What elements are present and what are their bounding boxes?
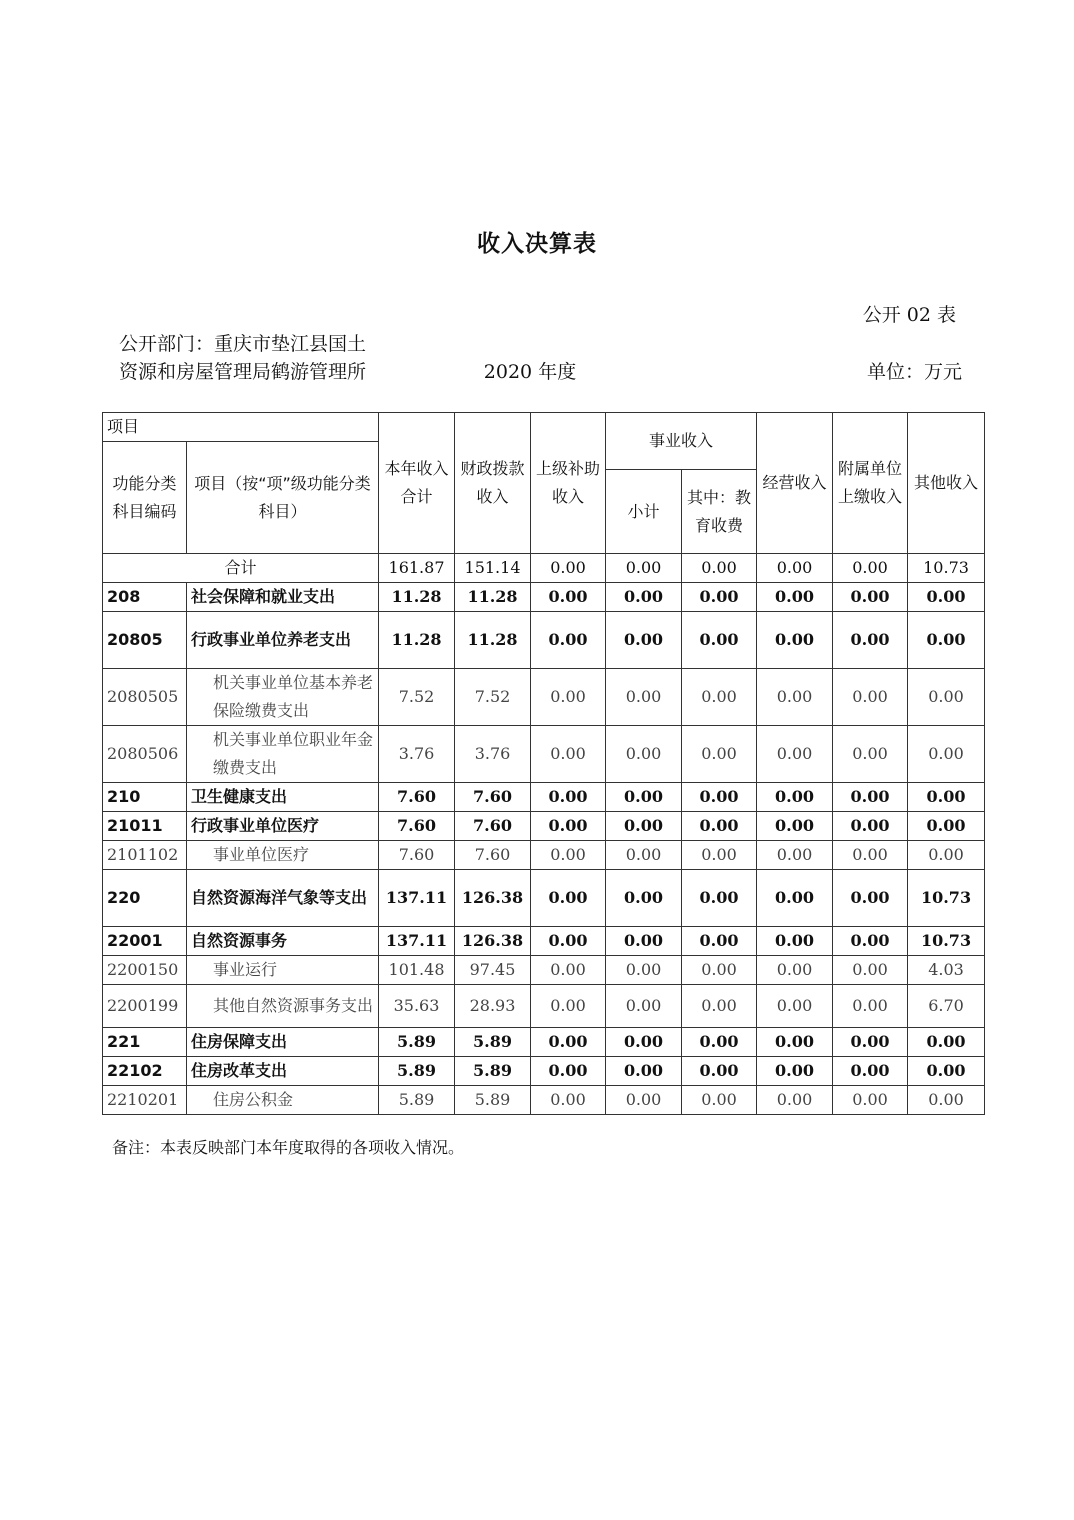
row-value: 0.00 bbox=[606, 1086, 682, 1115]
row-value: 0.00 bbox=[531, 726, 606, 783]
row-value: 0.00 bbox=[531, 870, 606, 927]
row-value: 7.60 bbox=[455, 841, 531, 870]
row-code: 22001 bbox=[103, 927, 187, 956]
row-name: 住房保障支出 bbox=[187, 1028, 379, 1057]
row-code: 2080506 bbox=[103, 726, 187, 783]
row-value: 0.00 bbox=[606, 669, 682, 726]
row-value: 4.03 bbox=[908, 956, 985, 985]
total-row bbox=[103, 554, 985, 583]
row-value: 0.00 bbox=[606, 783, 682, 812]
row-value: 0.00 bbox=[531, 956, 606, 985]
row-value: 7.52 bbox=[455, 669, 531, 726]
row-value: 0.00 bbox=[531, 927, 606, 956]
header-business: 事业收入 bbox=[606, 413, 757, 470]
row-value: 0.00 bbox=[908, 1086, 985, 1115]
row-code: 21011 bbox=[103, 812, 187, 841]
row-value: 0.00 bbox=[531, 1028, 606, 1057]
row-name: 住房改革支出 bbox=[187, 1057, 379, 1086]
row-value: 7.52 bbox=[379, 669, 455, 726]
row-name: 自然资源海洋气象等支出 bbox=[187, 870, 379, 927]
row-code: 22102 bbox=[103, 1057, 187, 1086]
total-label: 合计 bbox=[103, 554, 379, 583]
header-item: 项目 bbox=[103, 413, 379, 442]
row-value: 0.00 bbox=[682, 870, 757, 927]
row-code: 220 bbox=[103, 870, 187, 927]
row-code: 2200199 bbox=[103, 985, 187, 1028]
table-row bbox=[103, 870, 985, 927]
row-value: 0.00 bbox=[682, 956, 757, 985]
row-value: 97.45 bbox=[455, 956, 531, 985]
form-number: 公开 02 表 bbox=[862, 304, 956, 326]
row-value: 0.00 bbox=[682, 841, 757, 870]
row-value: 0.00 bbox=[682, 726, 757, 783]
row-value: 0.00 bbox=[606, 1057, 682, 1086]
row-code: 2101102 bbox=[103, 841, 187, 870]
row-value: 0.00 bbox=[833, 870, 908, 927]
row-value: 0.00 bbox=[908, 812, 985, 841]
row-value: 0.00 bbox=[606, 870, 682, 927]
row-value: 0.00 bbox=[908, 783, 985, 812]
row-value: 0.00 bbox=[531, 612, 606, 669]
row-name: 卫生健康支出 bbox=[187, 783, 379, 812]
row-value: 0.00 bbox=[757, 956, 833, 985]
header-operating: 经营收入 bbox=[757, 413, 833, 554]
row-value: 0.00 bbox=[833, 956, 908, 985]
row-name: 住房公积金 bbox=[187, 1086, 379, 1115]
row-value: 0.00 bbox=[531, 783, 606, 812]
table-row bbox=[103, 1086, 985, 1115]
row-value: 0.00 bbox=[682, 812, 757, 841]
row-value: 0.00 bbox=[833, 1057, 908, 1086]
row-value: 0.00 bbox=[757, 1028, 833, 1057]
row-value: 0.00 bbox=[531, 1057, 606, 1086]
row-name: 自然资源事务 bbox=[187, 927, 379, 956]
header-affiliated: 附属单位上缴收入 bbox=[833, 413, 908, 554]
row-value: 5.89 bbox=[455, 1028, 531, 1057]
row-value: 0.00 bbox=[833, 783, 908, 812]
header-education: 其中：教育收费 bbox=[682, 470, 757, 554]
row-value: 0.00 bbox=[531, 669, 606, 726]
row-value: 0.00 bbox=[908, 726, 985, 783]
header-fiscal: 财政拨款收入 bbox=[455, 413, 531, 554]
header-superior: 上级补助收入 bbox=[531, 413, 606, 554]
row-value: 0.00 bbox=[757, 726, 833, 783]
row-code: 210 bbox=[103, 783, 187, 812]
row-value: 0.00 bbox=[606, 583, 682, 612]
table-row bbox=[103, 669, 985, 726]
row-value: 0.00 bbox=[908, 612, 985, 669]
row-code: 2210201 bbox=[103, 1086, 187, 1115]
row-value: 0.00 bbox=[606, 927, 682, 956]
row-value: 7.60 bbox=[379, 841, 455, 870]
row-value: 0.00 bbox=[757, 612, 833, 669]
row-value: 0.00 bbox=[833, 583, 908, 612]
row-value: 0.00 bbox=[757, 927, 833, 956]
fiscal-year: 2020 年度 bbox=[483, 361, 577, 383]
header-total: 本年收入合计 bbox=[379, 413, 455, 554]
table-note: 备注：本表反映部门本年度取得的各项收入情况。 bbox=[112, 1138, 465, 1157]
total-value: 0.00 bbox=[757, 554, 833, 583]
row-value: 0.00 bbox=[606, 612, 682, 669]
row-value: 5.89 bbox=[379, 1028, 455, 1057]
row-value: 11.28 bbox=[379, 612, 455, 669]
header-code: 功能分类科目编码 bbox=[103, 442, 187, 554]
header-name: 项目（按“项”级功能分类科目） bbox=[187, 442, 379, 554]
row-code: 2200150 bbox=[103, 956, 187, 985]
row-value: 0.00 bbox=[757, 985, 833, 1028]
total-value: 151.14 bbox=[455, 554, 531, 583]
row-value: 0.00 bbox=[757, 783, 833, 812]
row-code: 221 bbox=[103, 1028, 187, 1057]
row-value: 11.28 bbox=[455, 583, 531, 612]
row-value: 0.00 bbox=[531, 1086, 606, 1115]
row-value: 0.00 bbox=[908, 583, 985, 612]
row-value: 0.00 bbox=[682, 612, 757, 669]
table-row bbox=[103, 1057, 985, 1086]
row-value: 7.60 bbox=[379, 783, 455, 812]
row-value: 5.89 bbox=[379, 1057, 455, 1086]
row-value: 0.00 bbox=[908, 841, 985, 870]
row-value: 0.00 bbox=[908, 1057, 985, 1086]
income-table bbox=[102, 412, 985, 1115]
row-value: 0.00 bbox=[606, 841, 682, 870]
row-value: 0.00 bbox=[757, 1057, 833, 1086]
unit-label: 单位：万元 bbox=[866, 361, 962, 383]
row-value: 0.00 bbox=[833, 726, 908, 783]
department-label: 公开部门：重庆市垫江县国土资源和房屋管理局鹤游管理所 bbox=[118, 333, 366, 383]
row-name: 其他自然资源事务支出 bbox=[187, 985, 379, 1028]
row-value: 0.00 bbox=[757, 669, 833, 726]
row-name: 行政事业单位养老支出 bbox=[187, 612, 379, 669]
row-value: 126.38 bbox=[455, 870, 531, 927]
row-value: 0.00 bbox=[531, 985, 606, 1028]
row-value: 0.00 bbox=[833, 612, 908, 669]
row-value: 0.00 bbox=[682, 669, 757, 726]
row-value: 10.73 bbox=[908, 870, 985, 927]
row-value: 0.00 bbox=[606, 1028, 682, 1057]
row-value: 0.00 bbox=[606, 812, 682, 841]
row-name: 行政事业单位医疗 bbox=[187, 812, 379, 841]
page-title: 收入决算表 bbox=[477, 231, 597, 257]
table-row bbox=[103, 985, 985, 1028]
row-value: 137.11 bbox=[379, 927, 455, 956]
table-row bbox=[103, 583, 985, 612]
table-row bbox=[103, 812, 985, 841]
row-value: 0.00 bbox=[606, 956, 682, 985]
row-value: 0.00 bbox=[833, 985, 908, 1028]
row-value: 6.70 bbox=[908, 985, 985, 1028]
row-name: 社会保障和就业支出 bbox=[187, 583, 379, 612]
row-value: 0.00 bbox=[682, 1086, 757, 1115]
row-value: 3.76 bbox=[455, 726, 531, 783]
row-value: 0.00 bbox=[757, 812, 833, 841]
row-value: 0.00 bbox=[833, 812, 908, 841]
total-value: 0.00 bbox=[606, 554, 682, 583]
row-code: 208 bbox=[103, 583, 187, 612]
row-value: 0.00 bbox=[531, 583, 606, 612]
header-subtotal: 小计 bbox=[606, 470, 682, 554]
table-row bbox=[103, 841, 985, 870]
row-value: 10.73 bbox=[908, 927, 985, 956]
row-value: 35.63 bbox=[379, 985, 455, 1028]
row-value: 11.28 bbox=[455, 612, 531, 669]
table-row bbox=[103, 612, 985, 669]
row-value: 0.00 bbox=[606, 985, 682, 1028]
row-name: 机关事业单位职业年金缴费支出 bbox=[187, 726, 379, 783]
row-value: 3.76 bbox=[379, 726, 455, 783]
row-value: 0.00 bbox=[833, 669, 908, 726]
row-value: 101.48 bbox=[379, 956, 455, 985]
row-value: 0.00 bbox=[757, 870, 833, 927]
row-value: 0.00 bbox=[606, 726, 682, 783]
row-value: 28.93 bbox=[455, 985, 531, 1028]
row-value: 0.00 bbox=[908, 1028, 985, 1057]
total-value: 161.87 bbox=[379, 554, 455, 583]
total-value: 0.00 bbox=[531, 554, 606, 583]
row-name: 事业运行 bbox=[187, 956, 379, 985]
row-name: 机关事业单位基本养老保险缴费支出 bbox=[187, 669, 379, 726]
row-value: 0.00 bbox=[682, 783, 757, 812]
row-code: 20805 bbox=[103, 612, 187, 669]
table-row bbox=[103, 726, 985, 783]
row-value: 5.89 bbox=[455, 1086, 531, 1115]
table-row bbox=[103, 956, 985, 985]
table-row bbox=[103, 927, 985, 956]
row-value: 5.89 bbox=[379, 1086, 455, 1115]
row-value: 0.00 bbox=[682, 1028, 757, 1057]
row-value: 0.00 bbox=[757, 841, 833, 870]
row-value: 0.00 bbox=[757, 583, 833, 612]
row-value: 126.38 bbox=[455, 927, 531, 956]
row-value: 0.00 bbox=[833, 1086, 908, 1115]
row-value: 7.60 bbox=[455, 812, 531, 841]
row-value: 7.60 bbox=[379, 812, 455, 841]
row-value: 0.00 bbox=[531, 812, 606, 841]
row-value: 0.00 bbox=[833, 927, 908, 956]
row-value: 7.60 bbox=[455, 783, 531, 812]
total-value: 0.00 bbox=[682, 554, 757, 583]
row-value: 0.00 bbox=[682, 985, 757, 1028]
row-value: 0.00 bbox=[833, 841, 908, 870]
row-value: 0.00 bbox=[908, 669, 985, 726]
table-row bbox=[103, 783, 985, 812]
table-body bbox=[103, 413, 985, 1115]
header-other: 其他收入 bbox=[908, 413, 985, 554]
table-row bbox=[103, 1028, 985, 1057]
row-value: 0.00 bbox=[833, 1028, 908, 1057]
row-value: 11.28 bbox=[379, 583, 455, 612]
row-value: 0.00 bbox=[531, 841, 606, 870]
row-value: 5.89 bbox=[455, 1057, 531, 1086]
row-code: 2080505 bbox=[103, 669, 187, 726]
row-value: 0.00 bbox=[682, 583, 757, 612]
row-value: 137.11 bbox=[379, 870, 455, 927]
row-value: 0.00 bbox=[682, 927, 757, 956]
row-value: 0.00 bbox=[682, 1057, 757, 1086]
row-value: 0.00 bbox=[757, 1086, 833, 1115]
row-name: 事业单位医疗 bbox=[187, 841, 379, 870]
total-value: 10.73 bbox=[908, 554, 985, 583]
total-value: 0.00 bbox=[833, 554, 908, 583]
